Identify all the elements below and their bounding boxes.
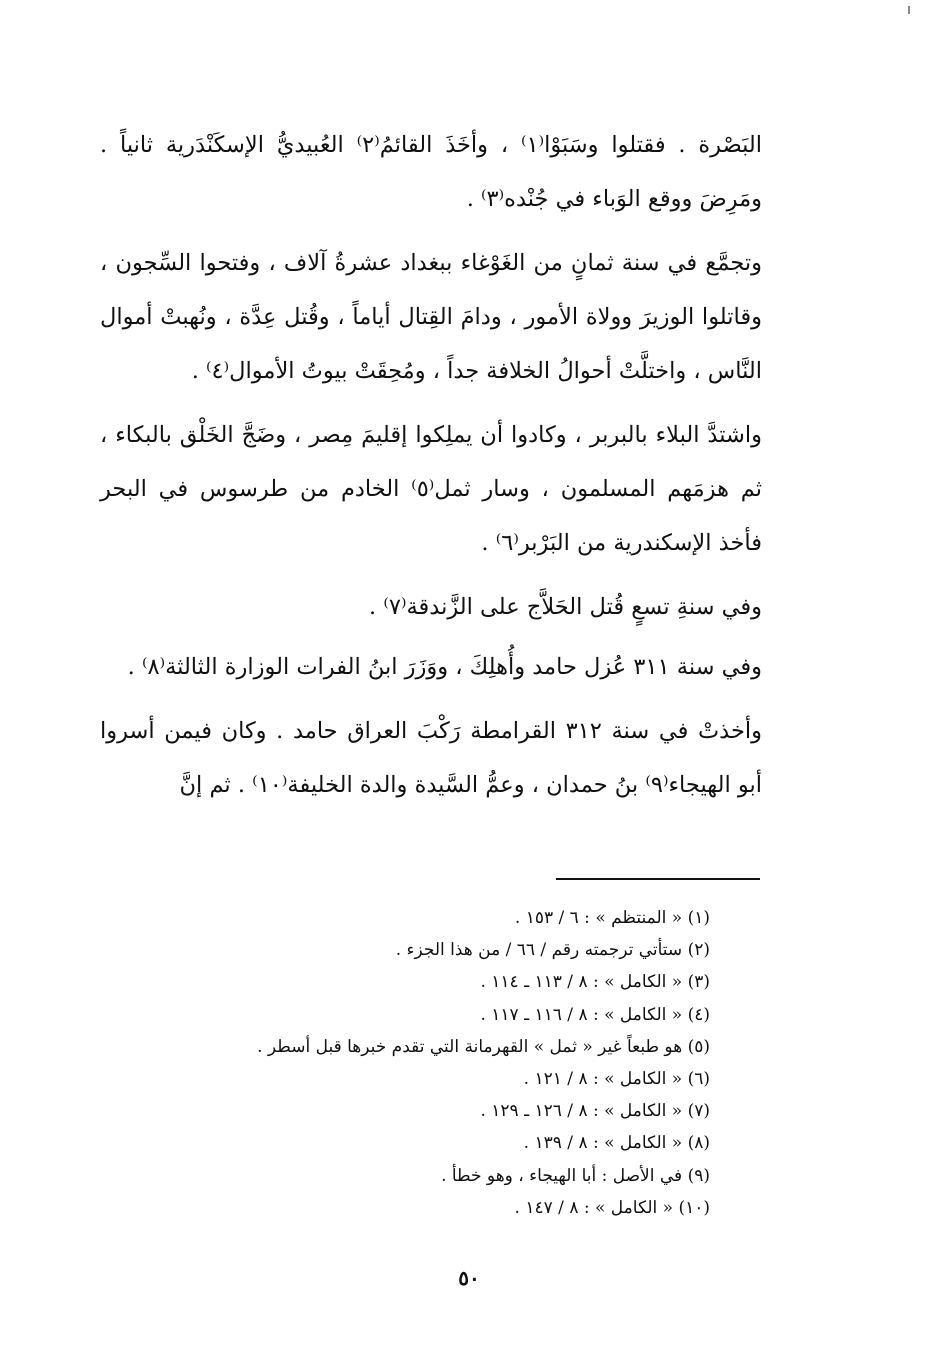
paragraph: وأخذتْ في سنة ٣١٢ القرامطة رَكْبَ العراق حامد . وكان فيمن أسروا أبو الهيجاء⁽٩⁾ بنُ حمدان ، وعمُّ السَّيدة والدة الخليفة⁽١٠⁾ . ثم إنَّ [100,718,762,798]
footnote: (٥) هو طبعاً غير « ثمل » القهرمانة التي تقدم خبرها قبل أسطر . [257,1036,710,1057]
footnote: (٨) « الكامل » : ٨ / ١٣٩ . [523,1133,710,1154]
scan-mark [908,6,910,14]
paragraph: وتجمَّع في سنة ثمانٍ من الغَوْغاء ببغداد عشرةُ آلاف ، وفتحوا السِّجون ، وقاتلوا الوزيرَ وولاة الأمور ، ودامَ القِتال أياماً ، وقُتل عِدَّة ، ونُهبتْ أموال النَّاس ، واختلَّتْ أحوالُ الخلافة جداً ، ومُحِقَتْ بيوتُ الأموال⁽٤⁾ . [100,250,762,384]
footnotes-list [190,902,710,1224]
footnote-divider [556,878,760,880]
footnote: (٧) « الكامل » : ٨ / ١٢٦ ـ ١٢٩ . [480,1101,710,1122]
paragraph: البَصْرة . فقتلوا وسَبَوْا⁽١⁾ ، وأخَذَ القائمُ⁽٢⁾ العُبيديُّ الإسكَنْدَرية ثانياً . ومَرِضَ ووقع الوَباء في جُنْده⁽٣⁾ . [100,132,762,212]
footnote: (١) « المنتظم » : ٦ / ١٥٣ . [514,908,710,928]
footnote: (٤) « الكامل » : ٨ / ١١٦ ـ ١١٧ . [480,1004,710,1025]
footnote: (٢) ستأتي ترجمته رقم / ٦٦ / من هذا الجزء . [395,940,710,961]
footnote: (٦) « الكامل » : ٨ / ١٢١ . [523,1069,710,1090]
footnote: (٩) في الأصل : أبا الهيجاء ، وهو خطأ . [441,1165,710,1186]
paragraph: وفي سنة ٣١١ عُزل حامد وأُهلِكَ ، ووَزَرَ ابنُ الفرات الوزارة الثالثة⁽٨⁾ . [127,654,762,680]
paragraph: وفي سنةِ تسعٍ قُتل الحَلاَّج على الزَّندقة⁽٧⁾ . [369,594,762,620]
page-number: ٥٠ [458,1266,480,1290]
footnote: (١٠) « الكامل » : ٨ / ١٤٧ . [514,1197,710,1218]
paragraph: واشتدَّ البلاء بالبربر ، وكادوا أن يملِكوا إقليمَ مِصر ، وضَجَّ الخَلْق بالبكاء ، ثم هزمَهم المسلمون ، وسار ثمل⁽٥⁾ الخادم من طرسوس في البحر فأخذ الإسكندرية من البَرْبر⁽٦⁾ . [100,422,762,556]
main-text [100,118,762,822]
footnote: (٣) « الكامل » : ٨ / ١١٣ ـ ١١٤ . [480,972,710,993]
